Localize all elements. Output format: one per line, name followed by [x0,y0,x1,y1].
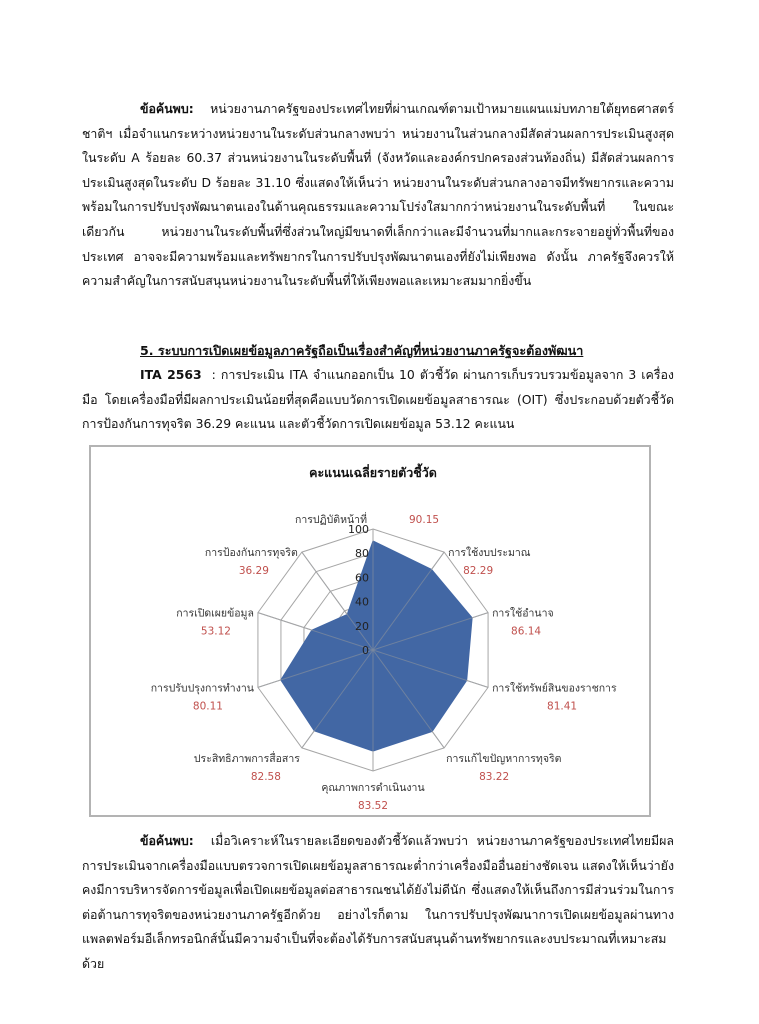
axis-value-1: 82.29 [463,565,494,578]
spoke-outer-2 [472,613,488,618]
axis-label-4: การแก้ไขปัญหาการทุจริต [446,752,562,765]
tick-label-100: 100 [348,523,369,536]
tick-label-20: 20 [355,619,369,633]
axis-value-7: 80.11 [192,700,223,713]
findings2-text: เมื่อวิเคราะห์ในรายละเอียดของตัวชี้วัดแล้วพบว่า หน่วยงานภาครัฐของประเทศไทยมีผลการประเมินจากเครื่องมือแบบตรวจการเปิดเผยข้อมูลสาธารณะต่ำกว่าเครื่องมืออื่นอย่างชัดเจน แสดงให้เห็นว่ายังคงมีการบริหารจัดการข้อมูลเพื่อเปิดเผยข้อมูลต่อสาธารณชนได้ยังไม่ดีนัก ซึ่งแสดงให้เห็นถึงการมีส่วนร่วมในการต่อต้านการทุจริตของหน่วยงานภาครัฐอีกด้วย อย่างไรก็ตาม ในการปรับปรุงพัฒนาการเปิดเผยข้อมูลผ่านทางแพลตฟอร์มอีเล็กทรอนิกส์นั้นมีความจำเป็นที่จะต้องได้รับการสนับสนุนด้านทรัพยากรและงบประมาณที่เหมาะสมด้วย [82,833,674,971]
axis-value-9: 36.29 [238,565,269,578]
axis-value-2: 86.14 [511,625,542,638]
findings-lead: ข้อค้นพบ: [140,101,194,116]
spoke-outer-7 [258,680,281,687]
spoke-outer-3 [467,680,488,687]
axis-label-1: การใช้งบประมาณ [448,547,531,560]
tick-label-0: 0 [362,644,369,657]
axis-value-8: 53.12 [200,625,231,638]
axis-label-8: การเปิดเผยข้อมูล [176,607,254,620]
axis-label-3: การใช้ทรัพย์สินของราชการ [492,682,617,695]
axis-value-5: 83.52 [357,800,389,812]
chart-title: คะแนนเฉลี่ยรายตัวชี้วัด [309,465,437,480]
axis-label-9: การป้องกันการทุจริต [204,547,298,560]
spoke-outer-6 [302,731,314,748]
axis-label-2: การใช้อำนาจ [492,607,554,620]
axis-label-5: คุณภาพการดำเนินงาน [321,782,425,794]
ita-text: : การประเมิน ITA จำแนกออกเป็น 10 ตัวชี้วัด ผ่านการเก็บรวบรวมข้อมูลจาก 3 เครื่องมือ โดยเครื่องมือที่มีผลกาประเมินน้อยที่สุดคือแบบวัดการเปิดเผยข้อมูลสาธารณะ (OIT) ซึ่งประกอบด้วยตัวชี้วัดการป้องกันการทุจริต 36.29 คะแนน และตัวชี้วัดการเปิดเผยข้อมูล 53.12 คะแนน [82,367,674,432]
tick-label-60: 60 [355,571,369,585]
radar-chart-svg [91,447,649,815]
section-heading: 5. ระบบการเปิดเผยข้อมูลภาครัฐถือเป็นเรื่องสำคัญที่หน่วยงานภาครัฐจะต้องพัฒนา [140,343,584,358]
ita-lead: ITA 2563 [140,367,202,382]
axis-value-4: 83.22 [479,770,510,783]
axis-label-7: การปรับปรุงการทำงาน [150,682,254,695]
axis-value-0: 90.15 [409,514,440,526]
ita-paragraph [82,363,674,437]
tick-label-40: 40 [355,595,369,609]
axis-value-3: 81.41 [547,700,578,713]
findings-paragraph-2 [82,829,674,977]
spoke-outer-1 [432,552,445,569]
radar-chart [89,445,651,817]
findings-text: หน่วยงานภาครัฐของประเทศไทยที่ผ่านเกณฑ์ตามเป้าหมายแผนแม่บทภายใต้ยุทธศาสตร์ชาติฯ เมื่อจำแนกระหว่างหน่วยงานในระดับส่วนกลางพบว่า หน่วยงานในส่วนกลางมีสัดส่วนผลการประเมินสูงสุดในระดับ A ร้อยละ 60.37 ส่วนหน่วยงานในระดับพื้นที่ (จังหวัดและองค์กรปกครองส่วนท้องถิ่น) มีสัดส่วนผลการประเมินสูงสุดในระดับ D ร้อยละ 31.10 ซึ่งแสดงให้เห็นว่า หน่วยงานในระดับส่วนกลางอาจมีทรัพยากรและความพร้อมในการปรับปรุงพัฒนาตนเองในด้านคุณธรรมและความโปร่งใสมากกว่าหน่วยงานในระดับพื้นที่ ในขณะเดียวกัน หน่วยงานในระดับพื้นที่ซึ่งส่วนใหญ่มีขนาดที่เล็กกว่าและมีจำนวนที่มากและกระจายอยู่ทั่วพื้นที่ของประเทศ อาจจะมีความพร้อมและทรัพยากรในการปรับปรุงพัฒนาตนเองที่ยังไม่เพียงพอ ดังนั้น ภาครัฐจึงควรให้ความสำคัญในการสนับสนุนหน่วยงานในระดับพื้นที่ให้เพียงพอและเหมาะสมมากยิ่งขึ้น [82,101,674,289]
spoke-outer-9 [302,552,347,614]
findings-paragraph-1 [82,97,674,294]
axis-value-6: 82.58 [250,770,281,783]
axis-label-0: การปฏิบัติหน้าที่ [294,514,367,526]
spoke-outer-4 [432,731,444,747]
axis-label-6: ประสิทธิภาพการสื่อสาร [193,752,300,765]
findings2-lead: ข้อค้นพบ: [140,833,194,848]
tick-label-80: 80 [355,547,369,561]
